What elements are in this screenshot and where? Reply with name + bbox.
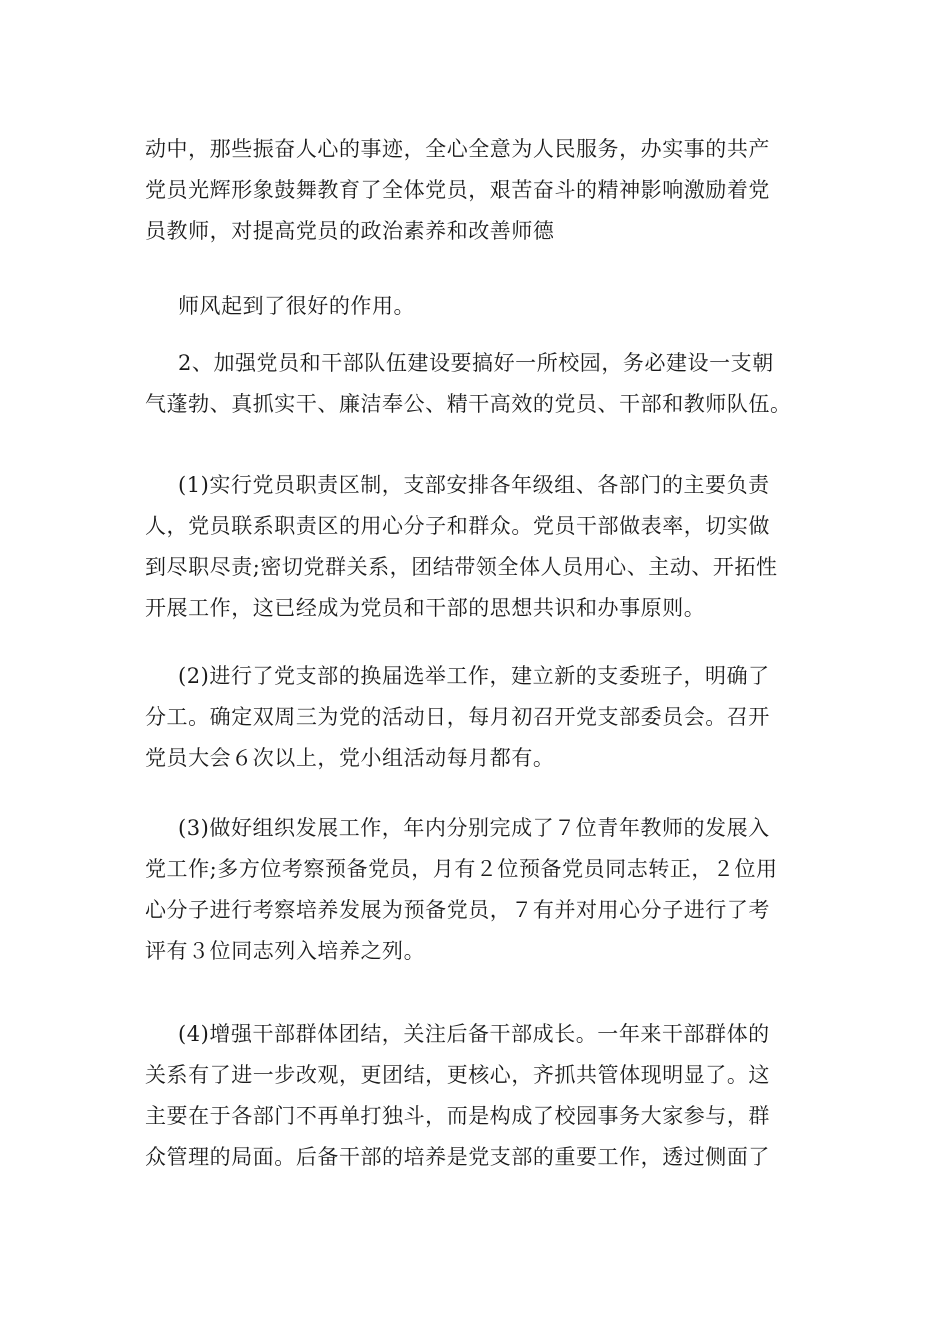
text-line: 员教师，对提高党员的政治素养和改善师德 xyxy=(145,219,555,243)
text-line: 众管理的局面。后备干部的培养是党支部的重要工作，透过侧面了 xyxy=(145,1145,770,1169)
text-line: 2、加强党员和干部队伍建设要搞好一所校园，务必建设一支朝 xyxy=(178,351,774,375)
text-line: 心分子进行考察培养发展为预备党员，７有并对用心分子进行了考 xyxy=(145,898,770,922)
text-line: (1)实行党员职责区制，支部安排各年级组、各部门的主要负责 xyxy=(178,473,770,497)
paragraph-2 xyxy=(145,286,825,327)
text-line: 评有３位同志列入培养之列。 xyxy=(145,939,426,963)
paragraph-3 xyxy=(145,343,825,425)
text-line: 到尽职尽责;密切党群关系，团结带领全体人员用心、主动、开拓性 xyxy=(145,555,778,579)
text-line: 党员大会６次以上，党小组活动每月都有。 xyxy=(145,746,555,770)
text-line: 分工。确定双周三为党的活动日，每月初召开党支部委员会。召开 xyxy=(145,705,770,729)
text-line: 动中，那些振奋人心的事迹，全心全意为人民服务，办实事的共产 xyxy=(145,137,770,161)
paragraph-5 xyxy=(145,656,825,779)
text-line: 人，党员联系职责区的用心分子和群众。党员干部做表率，切实做 xyxy=(145,514,770,538)
paragraph-1 xyxy=(145,129,825,252)
text-line: 关系有了进一步改观，更团结，更核心，齐抓共管体现明显了。这 xyxy=(145,1063,770,1087)
paragraph-7 xyxy=(145,1014,825,1178)
text-line: (3)做好组织发展工作，年内分别完成了７位青年教师的发展入 xyxy=(178,816,770,840)
text-line: 气蓬勃、真抓实干、廉洁奉公、精干高效的党员、干部和教师队伍。 xyxy=(145,392,792,416)
text-line: 党员光辉形象鼓舞教育了全体党员，艰苦奋斗的精神影响激励着党 xyxy=(145,178,770,202)
text-line: (4)增强干部群体团结，关注后备干部成长。一年来干部群体的 xyxy=(178,1022,770,1046)
text-line: 开展工作，这已经成为党员和干部的思想共识和办事原则。 xyxy=(145,596,706,620)
text-line: 党工作;多方位考察预备党员，月有２位预备党员同志转正，２位用 xyxy=(145,857,778,881)
text-line: 主要在于各部门不再单打独斗，而是构成了校园事务大家参与，群 xyxy=(145,1104,770,1128)
text-line: 师风起到了很好的作用。 xyxy=(178,294,416,318)
text-line: (2)进行了党支部的换届选举工作，建立新的支委班子，明确了 xyxy=(178,664,770,688)
paragraph-4 xyxy=(145,465,825,629)
paragraph-6 xyxy=(145,808,825,972)
